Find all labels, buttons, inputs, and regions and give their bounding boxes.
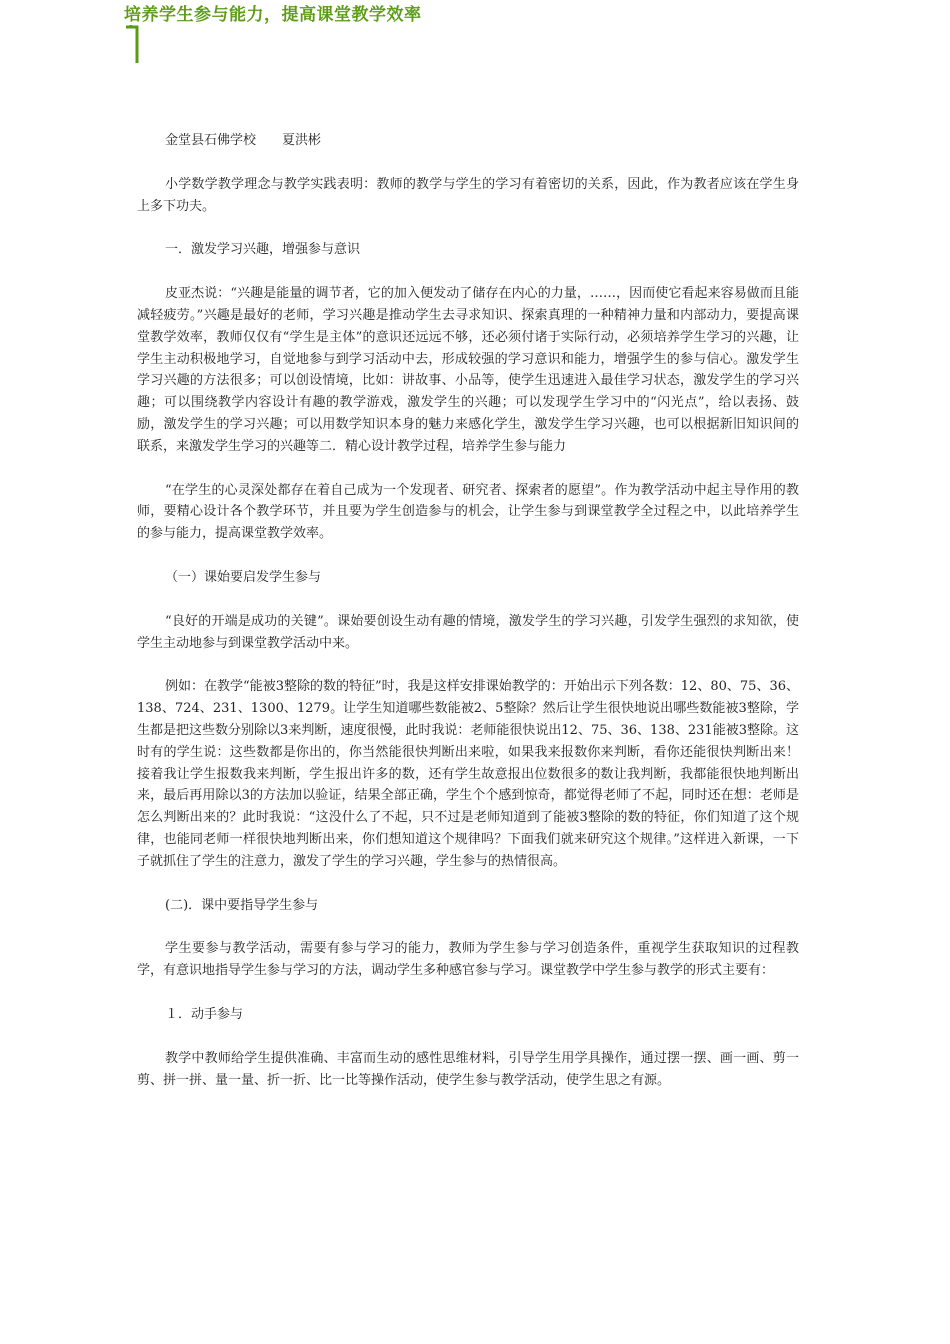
paragraph-opening: “良好的开端是成功的关键”。课始要创设生动有趣的情境，激发学生的学习兴趣，引发学生强烈的求知欲，使学生主动地参与到课堂教学活动中来。 [137, 613, 799, 651]
subsection-heading-1: （一）课始要启发学生参与 [165, 569, 322, 585]
subsection-heading-2: (二)．课中要指导学生参与 [165, 897, 319, 913]
paragraph-interest: 皮亚杰说：“兴趣是能量的调节者，它的加入便发动了储存在内心的力量，……，因而使它看起来容易做而且能减轻疲劳。”兴趣是最好的老师，学习兴趣是推动学生去寻求知识、探索真理的一种精神力量和内部动力，要提高课堂教学效率，教师仅仅有“学生是主体”的意识还远远不够，还必须付诸于实际行动，必须培养学生学习的兴趣，让学生主动积极地学习，自觉地参与到学习活动中去，形成较强的学习意识和能力，增强学生的参与信心。激发学生学习兴趣的方法很多；可以创设情境，比如：讲故事、小品等，使学生迅速进入最佳学习状态，激发学生的学习兴趣；可以围绕教学内容设计有趣的教学游戏，激发学生的兴趣；可以发现学生学习中的“闪光点”，给以表扬、鼓励，激发学生的学习兴趣；可以用数学知识本身的魅力来感化学生，激发学生学习兴趣，也可以根据新旧知识间的联系，来激发学生学习的兴趣等二．精心设计教学过程，培养学生参与能力 [137, 286, 799, 454]
intro-paragraph: 小学数学教学理念与教学实践表明：教师的教学与学生的学习有着密切的关系，因此，作为教者应该在学生身上多下功夫。 [137, 176, 799, 214]
author-line: 金堂县石佛学校 夏洪彬 [165, 133, 322, 148]
document-body [137, 130, 799, 1091]
list-heading-hands-on: １．动手参与 [165, 1006, 244, 1022]
paragraph-design: “在学生的心灵深处都存在着自己成为一个发现者、研究者、探索者的愿望”。作为教学活动中起主导作用的教师，要精心设计各个教学环节，并且要为学生创造参与的机会，让学生参与到课堂教学全过程之中，以此培养学生的参与能力，提高课堂教学效率。 [137, 482, 799, 542]
title-bracket-decoration [126, 25, 140, 65]
document-title: 培养学生参与能力，提高课堂教学效率 [124, 5, 422, 25]
paragraph-guidance: 学生要参与教学活动，需要有参与学习的能力，教师为学生参与学习创造条件，重视学生获取知识的过程教学，有意识地指导学生参与学习的方法，调动学生多种感官参与学习。课堂教学中学生参与教学的形式主要有： [137, 941, 799, 979]
paragraph-example: 例如：在教学“能被3整除的数的特征”时，我是这样安排课始教学的：开始出示下列各数：12、80、75、36、138、724、231、1300、1279。让学生知道哪些数能被2、5整除？然后让学生很快地说出哪些数能被3整除，学生都是把这些数分别除以3来判断，速度很慢，此时我说：老师能很快说出12、75、36、138、231能被3整除。这时有的学生说：这些数都是你出的，你当然能很快判断出来啦，如果我来报数你来判断，看你还能很快判断出来！接着我让学生报数我来判断，学生报出许多的数，还有学生故意报出位数很多的数让我判断，我都能很快地判断出来，最后再用除以3的方法加以验证，结果全部正确，学生个个感到惊奇，都觉得老师了不起，同时还在想：老师是怎么判断出来的？此时我说：“这没什么了不起，只不过是老师知道到了能被3整除的数的特征，你们知道了这个规律，也能同老师一样很快地判断出来，你们想知道这个规律吗？下面我们就来研究这个规律。”这样进入新课，一下子就抓住了学生的注意力，激发了学生的学习兴趣，学生参与的热情很高。 [137, 679, 799, 869]
section-heading-1: 一．激发学习兴趣，增强参与意识 [165, 242, 361, 258]
paragraph-hands-on: 教学中教师给学生提供准确、丰富而生动的感性思维材料，引导学生用学具操作，通过摆一摆、画一画、剪一剪、拼一拼、量一量、折一折、比一比等操作活动，使学生参与教学活动，使学生思之有源。 [137, 1050, 799, 1088]
